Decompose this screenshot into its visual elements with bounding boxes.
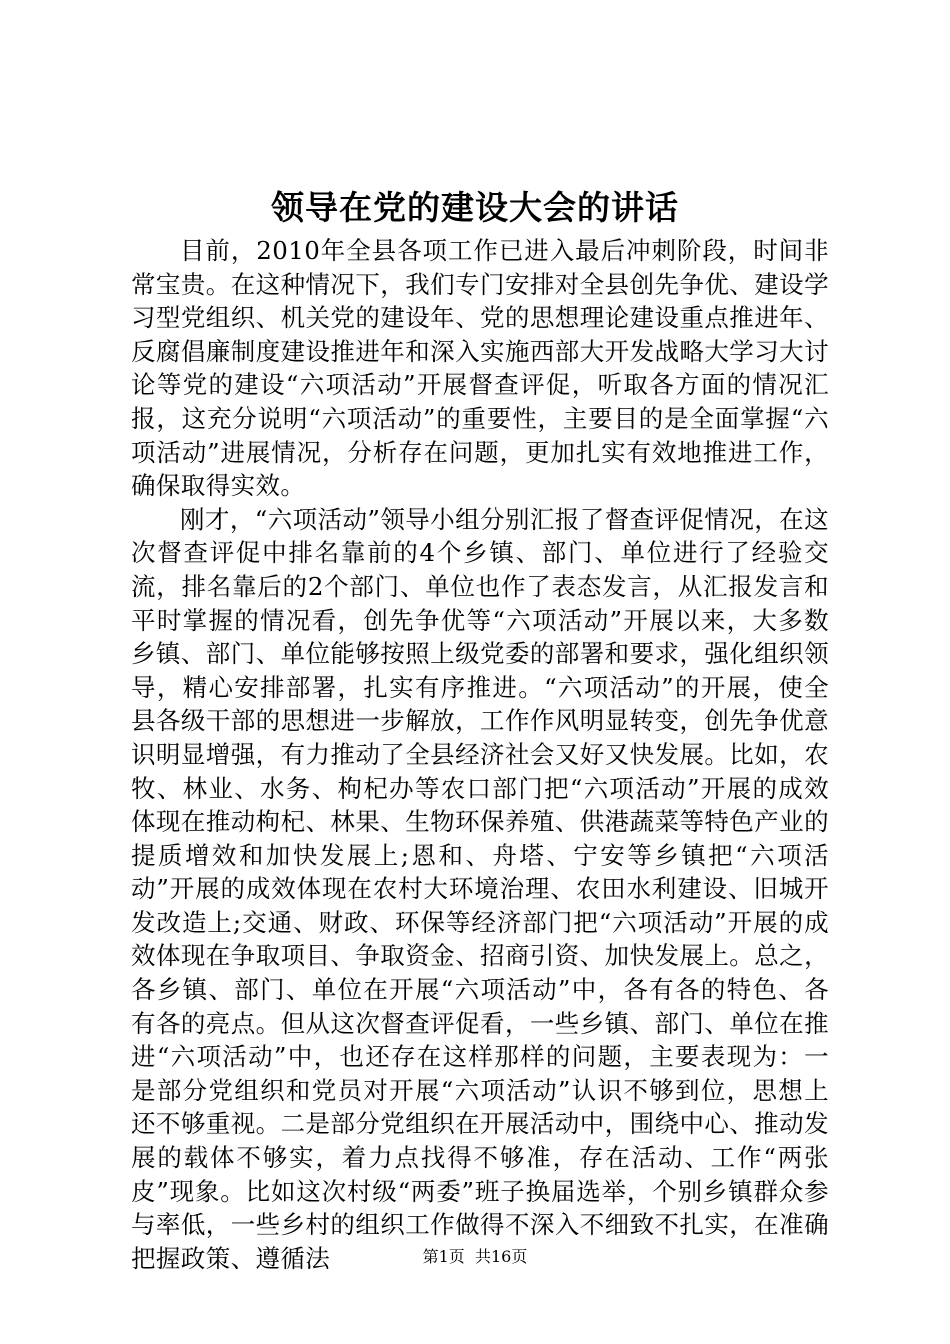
body-paragraph-1: 目前，2010年全县各项工作已进入最后冲刺阶段，时间非常宝贵。在这种情况下，我们专门安排对全县创先争优、建设学习型党组织、机关党的建设年、党的思想理论建设重点推进年、反腐倡廉制度建设推进年和深入实施西部大开发战略大学习大讨论等党的建设“六项活动”开展督查评促，听取各方面的情况汇报，这充分说明“六项活动”的重要性，主要目的是全面掌握“六项活动”进展情况，分析存在问题，更加扎实有效地推进工作，确保取得实效。: [131, 236, 829, 501]
body-paragraph-2: 刚才，“六项活动”领导小组分别汇报了督查评促情况，在这次督查评促中排名靠前的4个乡镇、部门、单位进行了经验交流，排名靠后的2个部门、单位也作了表态发言，从汇报发言和平时掌握的情况看，创先争优等“六项活动”开展以来，大多数乡镇、部门、单位能够按照上级党委的部署和要求，强化组织领导，精心安排部署，扎实有序推进。“六项活动”的开展，使全县各级干部的思想进一步解放，工作作风明显转变，创先争优意识明显增强，有力推动了全县经济社会又好又快发展。比如，农牧、林业、水务、枸杞办等农口部门把“六项活动”开展的成效体现在推动枸杞、林果、生物环保养殖、供港蔬菜等特色产业的提质增效和加快发展上;恩和、舟塔、宁安等乡镇把“六项活动”开展的成效体现在农村大环境治理、农田水利建设、旧城开发改造上;交通、财政、环保等经济部门把“六项活动”开展的成效体现在争取项目、争取资金、招商引资、加快发展上。总之，各乡镇、部门、单位在开展“六项活动”中，各有各的特色、各有各的亮点。但从这次督查评促看，一些乡镇、部门、单位在推进“六项活动”中，也还存在这样那样的问题，主要表现为：一是部分党组织和党员对开展“六项活动”认识不够到位，思想上还不够重视。二是部分党组织在开展活动中，围绕中心、推动发展的载体不够实，着力点找得不够准，存在活动、工作“两张皮”现象。比如这次村级“两委”班子换届选举，个别乡镇群众参与率低，一些乡村的组织工作做得不深入不细致不扎实，在准确把握政策、遵循法: [131, 504, 829, 1273]
page-number: 第1页: [422, 1247, 465, 1266]
footer-spacer: [465, 1247, 475, 1266]
page-footer: [0, 1246, 950, 1268]
page-total: 共16页: [474, 1247, 528, 1266]
document-title: 领导在党的建设大会的讲话: [271, 188, 679, 227]
document-body: [131, 234, 829, 1275]
